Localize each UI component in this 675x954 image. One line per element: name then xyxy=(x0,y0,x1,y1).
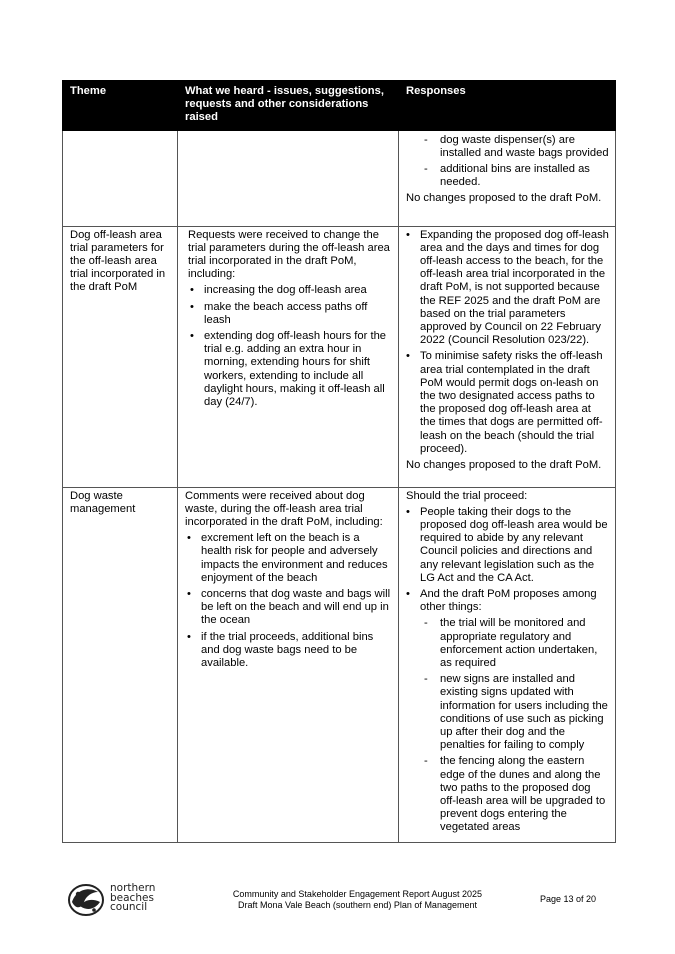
list-item: • To minimise safety risks the off-leash area trial contemplated in the draft PoM would permit dogs on-leash on the two designated access paths to the proposed dog off-leash area at the times that dogs are permitted off-leash on the beach (should the trial proceed). xyxy=(406,350,609,456)
row2-response-cell xyxy=(399,226,616,487)
list-item: • concerns that dog waste and bags will be left on the beach and will end up in the ocean xyxy=(185,588,392,628)
row1-heard-cell xyxy=(178,130,399,226)
footer-report-info xyxy=(215,889,500,911)
table-row xyxy=(63,226,616,487)
list-item: • excrement left on the beach is a health risk for people and adversely impacts the environment and reduces enjoyment of the beach xyxy=(185,532,392,585)
page-footer xyxy=(0,880,675,930)
northern-beaches-council-logo-icon xyxy=(66,880,108,920)
table-header-row xyxy=(63,81,616,131)
row2-response-list xyxy=(406,229,609,456)
table-row xyxy=(63,487,616,842)
row1-closing: No changes proposed to the draft PoM. xyxy=(406,192,602,205)
list-item: - the fencing along the eastern edge of the dunes and along the two paths to the proposed dog off-leash area will be upgraded to prevent dogs entering the vegetated areas xyxy=(420,755,609,834)
row3-response-intro: Should the trial proceed: xyxy=(406,489,528,502)
list-item: • extending dog off-leash hours for the trial e.g. adding an extra hour in morning, extending hours for shift workers, extending to include all daylight hours, making it off-leash all day (24/7). xyxy=(188,330,392,409)
list-item: • People taking their dogs to the proposed dog off-leash area would be required to abide by any relevant Council policies and directions and any relevant legislation such as the LG Act and the CA Act. xyxy=(406,506,609,585)
list-item xyxy=(406,588,609,835)
row1-theme-cell xyxy=(63,130,178,226)
list-item: • increasing the dog off-leash area xyxy=(188,284,392,297)
row2-heard-intro: Requests were received to change the trial parameters during the off-leash area trial incorporated in the draft PoM, including: xyxy=(188,228,390,281)
list-item: - dog waste dispenser(s) are installed and waste bags provided xyxy=(420,134,609,160)
header-what-we-heard: What we heard - issues, suggestions, requests and other considerations raised xyxy=(178,81,399,131)
row3-response-list xyxy=(406,506,609,835)
page-number: Page 13 of 20 xyxy=(540,894,597,904)
row3-response-dash-list xyxy=(420,617,609,834)
row2-heard-list xyxy=(188,284,392,409)
row2-closing: No changes proposed to the draft PoM. xyxy=(406,459,602,472)
row1-dash-list xyxy=(420,134,609,190)
row1-response-cell xyxy=(399,130,616,226)
row3-heard-intro: Comments were received about dog waste, during the off-leash area trial incorporated in the draft PoM, including: xyxy=(185,489,383,529)
list-item: • if the trial proceeds, additional bins and dog waste bags need to be available. xyxy=(185,631,392,671)
footer-report-subtitle: Draft Mona Vale Beach (southern end) Plan of Management xyxy=(238,900,477,910)
row3-response-cell xyxy=(399,487,616,842)
row3-theme-cell: Dog waste management xyxy=(63,487,178,842)
row3-heard-list xyxy=(185,532,392,670)
row3-heard-cell xyxy=(178,487,399,842)
header-theme: Theme xyxy=(63,81,178,131)
list-item: - the trial will be monitored and appropriate regulatory and enforcement action undertaken, as required xyxy=(420,617,609,670)
list-item: - new signs are installed and existing signs updated with information for users including the conditions of use such as picking up after their dog and the penalties for failing to comply xyxy=(420,673,609,752)
row2-heard-cell xyxy=(178,226,399,487)
list-item: • make the beach access paths off leash xyxy=(188,301,392,327)
row2-theme-cell: Dog off-leash area trial parameters for the off-leash area trial incorporated in the draft PoM xyxy=(63,226,178,487)
list-item: • Expanding the proposed dog off-leash area and the days and times for dog off-leash access to the beach, for the off-leash area trial incorporated in the draft PoM, is not supported because the REF 2025 and the draft PoM are based on the trial parameters approved by Council on 22 February 2022 (Council Resolution 023/22). xyxy=(406,229,609,348)
footer-report-title: Community and Stakeholder Engagement Report August 2025 xyxy=(232,889,483,899)
logo-wordmark: northern beaches council xyxy=(110,882,156,913)
row3-response-bullet2: And the draft PoM proposes among other things: xyxy=(420,588,597,614)
list-item: - additional bins are installed as needed. xyxy=(420,163,609,189)
header-responses: Responses xyxy=(399,81,616,131)
table-row xyxy=(63,130,616,226)
responses-table xyxy=(62,80,616,843)
council-logo xyxy=(66,880,176,920)
